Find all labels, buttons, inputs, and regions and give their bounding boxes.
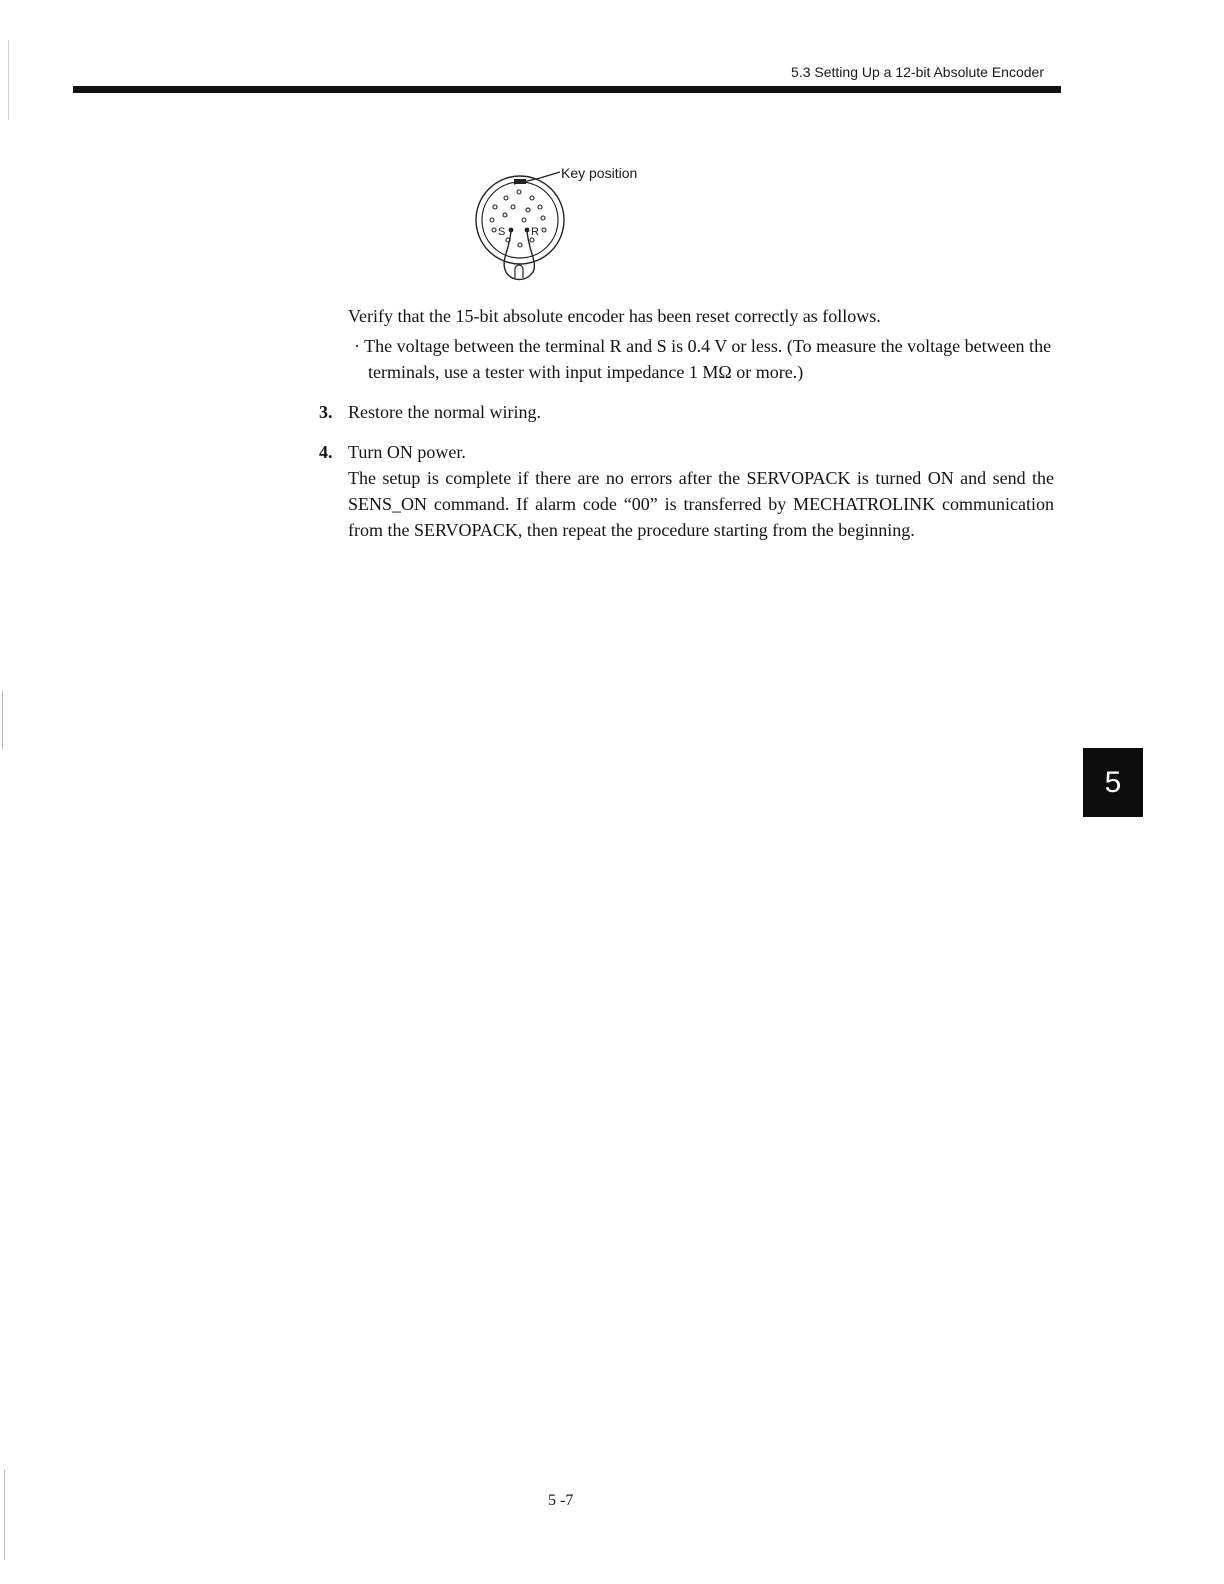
body-content: [319, 303, 1068, 543]
pin-s-label: S: [498, 226, 506, 238]
section-header: 5.3 Setting Up a 12-bit Absolute Encoder: [791, 64, 1044, 80]
key-notch: [514, 179, 526, 184]
voltage-bullet: · The voltage between the terminal R and S is 0.4 V or less. (To measure the voltage between the terminals, use a tester with input impedance 1 MΩ or more.): [354, 336, 1052, 382]
header-rule: [73, 86, 1061, 93]
verify-paragraph: Verify that the 15-bit absolute encoder has been reset correctly as follows.: [348, 306, 881, 326]
margin-mark: [4, 1470, 5, 1560]
margin-mark: [2, 690, 3, 750]
step-4-number: 4.: [319, 442, 333, 462]
connector-figure: [470, 160, 670, 290]
connector-pins: [490, 190, 546, 247]
short-wire-clip: [515, 265, 523, 278]
key-position-label: Key position: [561, 165, 638, 181]
connector-outer-ring: [476, 176, 564, 264]
chapter-tab: 5: [1083, 748, 1143, 817]
step-4: [319, 439, 1068, 543]
step-4-detail: The setup is complete if there are no errors after the SERVOPACK is turned ON and send the SENS_ON command. If alarm code “00” is transferred by MECHATROLINK communication from the SERVOPACK, then repeat the procedure starting from the beginning.: [348, 468, 1054, 540]
step-4-title: Turn ON power.: [348, 442, 466, 462]
page-number: 5 -7: [548, 1492, 574, 1509]
pin-r-label: R: [531, 226, 539, 238]
margin-mark: [8, 40, 9, 120]
step-3-title: Restore the normal wiring.: [348, 402, 541, 422]
step-3-number: 3.: [319, 402, 333, 422]
short-wire-loop: [504, 230, 534, 280]
step-3: [319, 399, 1068, 425]
